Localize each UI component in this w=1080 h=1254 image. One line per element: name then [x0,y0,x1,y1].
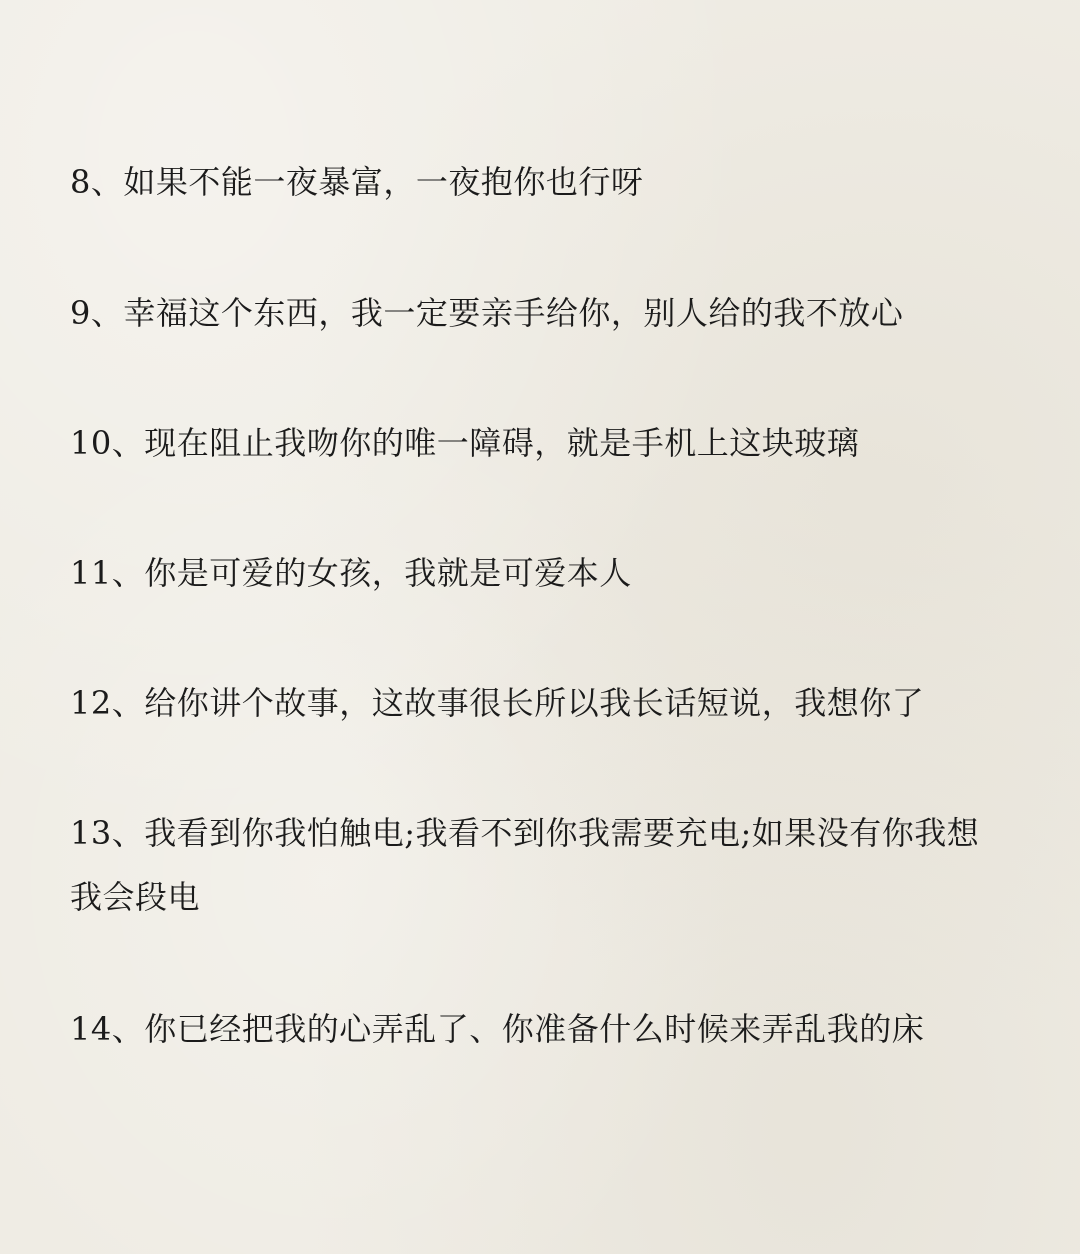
quote-line-9: 9、幸福这个东西，我一定要亲手给你，别人给的我不放心 [70,294,904,332]
quote-line-12: 12、给你讲个故事，这故事很长所以我长话短说，我想你了 [70,684,925,722]
quote-line-11: 11、你是可爱的女孩，我就是可爱本人 [70,554,632,592]
quote-line-10: 10、现在阻止我吻你的唯一障碍，就是手机上这块玻璃 [70,424,860,462]
quote-line-13: 13、我看到你我怕触电;我看不到你我需要充电;如果没有你我想我会段电 [70,814,980,916]
quote-line-8: 8、如果不能一夜暴富，一夜抱你也行呀 [70,163,644,201]
quote-line-14: 14、你已经把我的心弄乱了、你准备什么时候来弄乱我的床 [70,1010,925,1048]
